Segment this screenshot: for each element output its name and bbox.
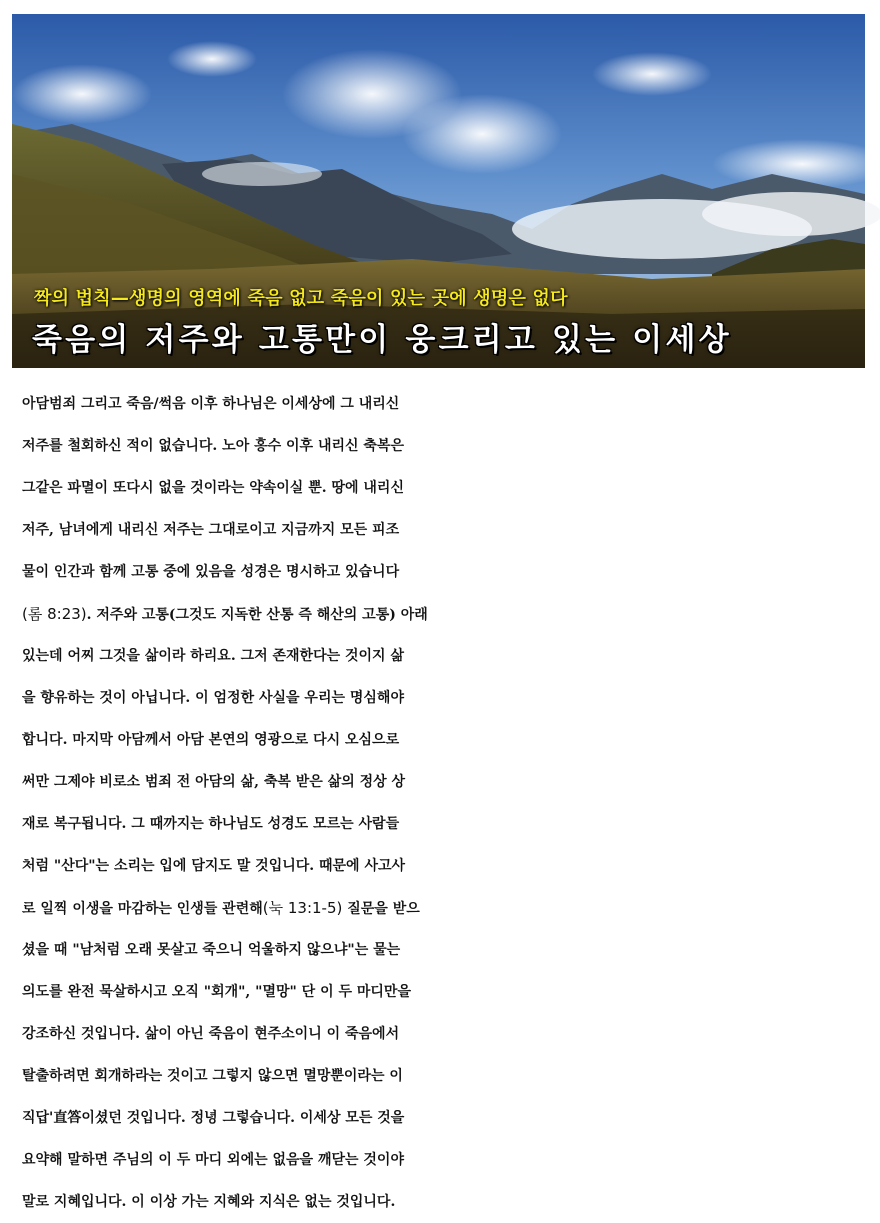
- line-text: 로 일찍 이생을 마감하는 인생들 관련해: [22, 901, 263, 917]
- article-line: [22, 1097, 870, 1139]
- hero-title: 죽음의 저주와 고통만이 웅크리고 있는 이세상: [32, 322, 732, 358]
- article-line: [22, 551, 870, 593]
- line-text: 합니다. 마지막 아담께서 아담 본연의 영광으로 다시 오심으로: [22, 732, 400, 748]
- scripture-reference: (롬 8:23): [22, 605, 87, 623]
- line-text: 직답'直答이셨던 것입니다. 정녕 그렇습니다. 이세상 모든 것을: [22, 1110, 405, 1126]
- line-text: 요약해 말하면 주님의 이 두 마디 외에는 없음을 깨닫는 것이야: [22, 1152, 404, 1168]
- line-text: 을 향유하는 것이 아닙니다. 이 엄정한 사실을 우리는 명심해야: [22, 690, 404, 706]
- line-text: . 저주와 고통(그것도 지독한 산통 즉 해산의 고통) 아래: [86, 607, 428, 623]
- article-line: [22, 929, 870, 971]
- article-line: [22, 845, 870, 887]
- line-text: 말로 지혜입니다. 이 이상 가는 지혜와 지식은 없는 것입니다.: [22, 1194, 396, 1210]
- article-line: [22, 509, 870, 551]
- line-text: 강조하신 것입니다. 삶이 아닌 죽음이 현주소이니 이 죽음에서: [22, 1026, 400, 1042]
- hero-image: [12, 14, 865, 368]
- article-line: [22, 383, 870, 425]
- article-line: [22, 971, 870, 1013]
- line-text: 재로 복구됩니다. 그 때까지는 하나님도 성경도 모르는 사람들: [22, 816, 400, 832]
- line-text: 그같은 파멸이 또다시 없을 것이라는 약속이실 뿐. 땅에 내리신: [22, 480, 404, 496]
- line-text: 아담범죄 그리고 죽음/썩음 이후 하나님은 이세상에 그 내리신: [22, 396, 400, 412]
- article-line: [22, 887, 870, 929]
- article-line: [22, 1139, 870, 1181]
- article-line: [22, 1013, 870, 1055]
- article-line: [22, 677, 870, 719]
- line-text: 처럼 "산다"는 소리는 입에 담지도 말 것입니다. 때문에 사고사: [22, 858, 406, 874]
- article-line: [22, 467, 870, 509]
- line-text: 질문을 받으: [342, 901, 420, 917]
- line-text: 써만 그제야 비로소 범죄 전 아담의 삶, 축복 받은 삶의 정상 상: [22, 774, 406, 790]
- article-line: [22, 719, 870, 761]
- article-body: [22, 383, 870, 1223]
- line-text: 저주를 철회하신 적이 없습니다. 노아 홍수 이후 내리신 축복은: [22, 438, 404, 454]
- scripture-reference: (눅 13:1-5): [262, 899, 343, 917]
- line-text: 의도를 완전 묵살하시고 오직 "회개", "멸망" 단 이 두 마디만을: [22, 984, 411, 1000]
- article-line: [22, 1181, 870, 1223]
- article-line: [22, 425, 870, 467]
- article-line: [22, 761, 870, 803]
- line-text: 셨을 때 "남처럼 오래 못살고 죽으니 억울하지 않으냐"는 물는: [22, 942, 401, 958]
- line-text: 저주, 남녀에게 내리신 저주는 그대로이고 지금까지 모든 피조: [22, 522, 400, 538]
- article-line: [22, 803, 870, 845]
- article-line: [22, 593, 870, 635]
- line-text: 탈출하려면 회개하라는 것이고 그렇지 않으면 멸망뿐이라는 이: [22, 1068, 403, 1084]
- article-line: [22, 635, 870, 677]
- line-text: 있는데 어찌 그것을 삶이라 하리요. 그저 존재한다는 것이지 삶: [22, 648, 404, 664]
- line-text: 물이 인간과 함께 고통 중에 있음을 성경은 명시하고 있습니다: [22, 564, 400, 580]
- article-line: [22, 1055, 870, 1097]
- hero-subtitle: 짝의 법칙—생명의 영역에 죽음 없고 죽음이 있는 곳에 생명은 없다: [34, 288, 568, 309]
